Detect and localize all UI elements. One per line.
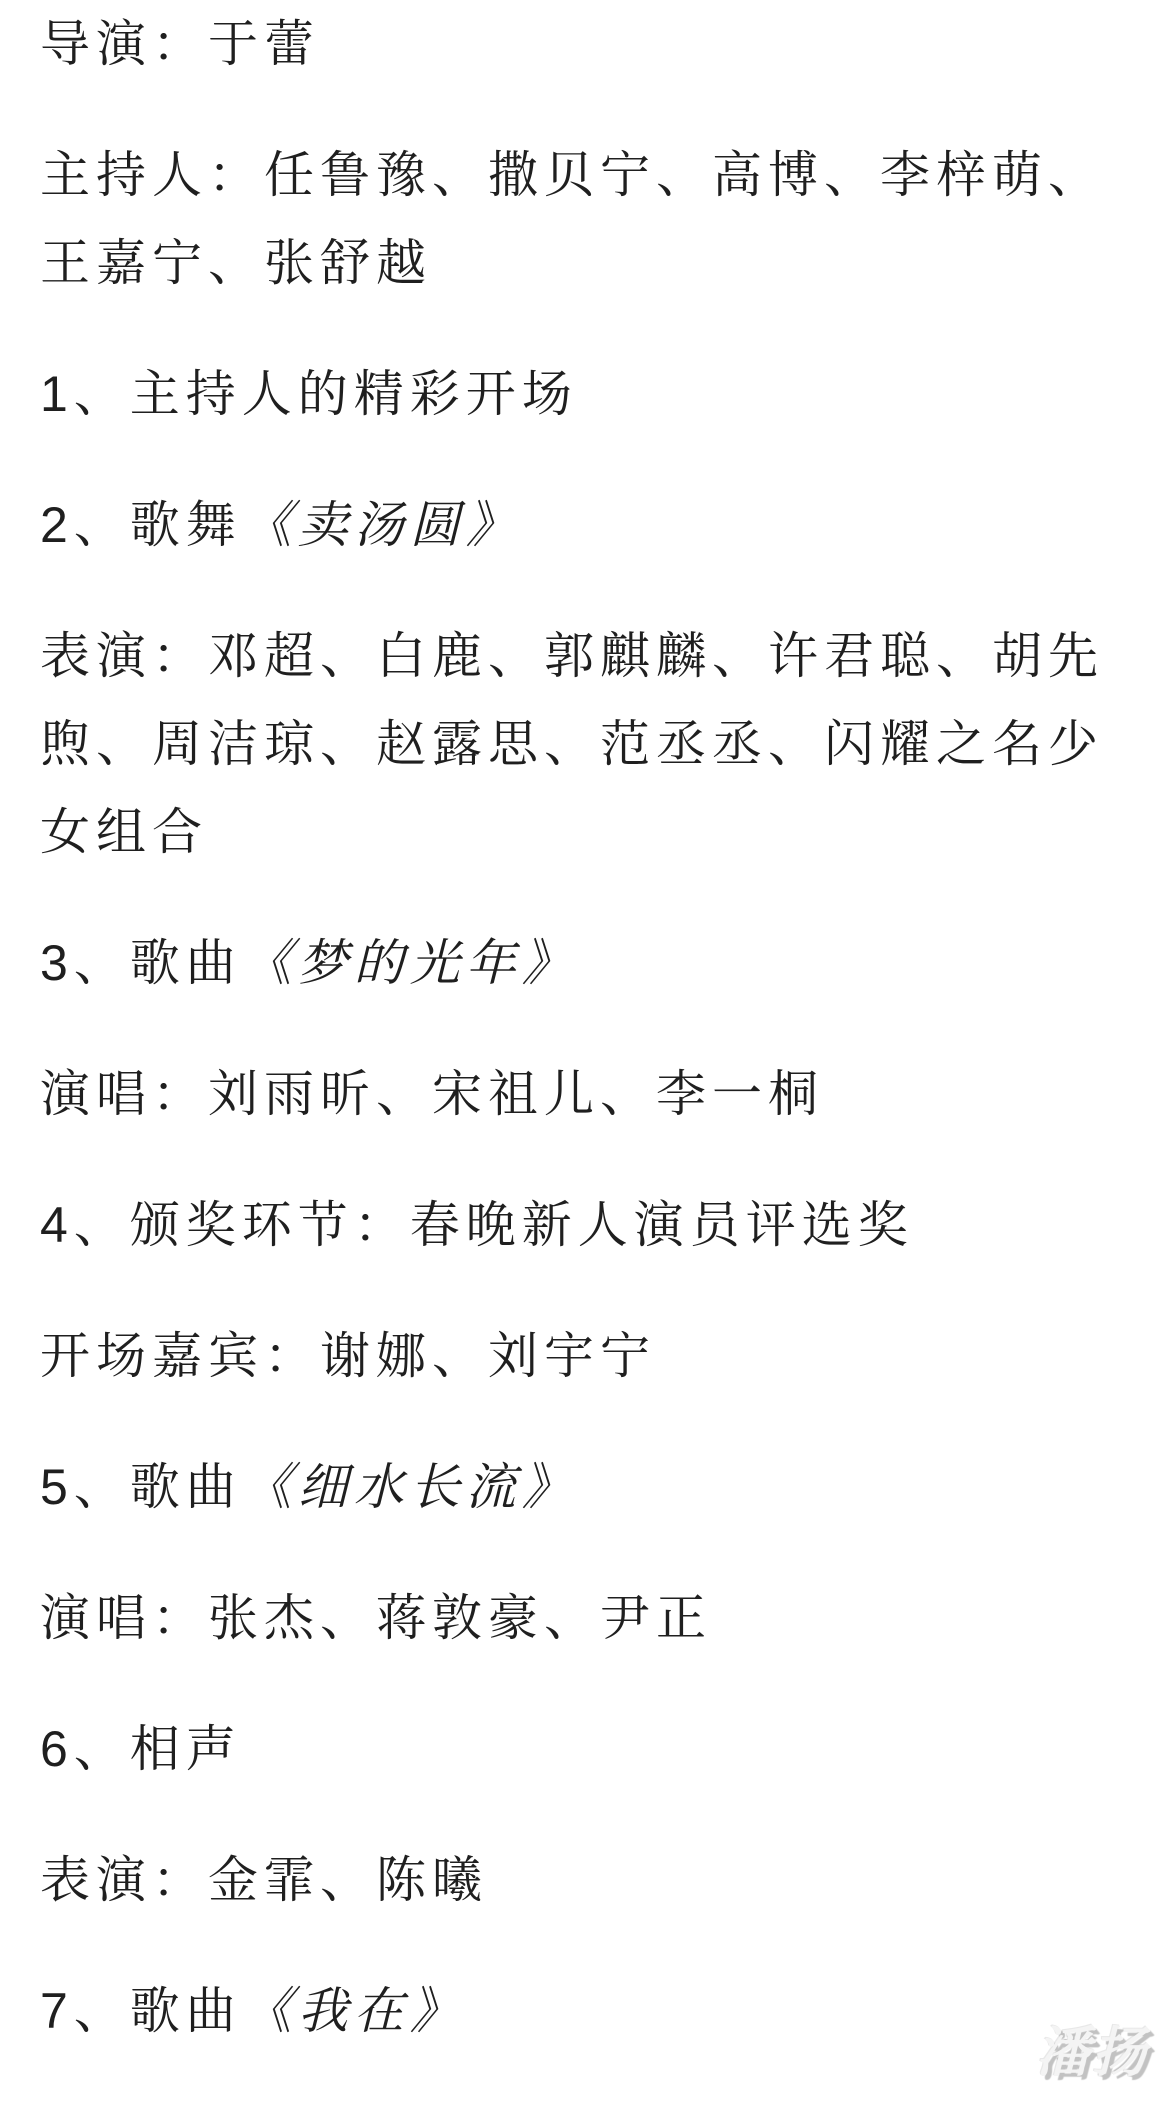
paragraph-singers-item-5 [40,1574,1130,1662]
text-line [40,131,1130,219]
title-segment: 《卖汤圆》 [241,497,522,553]
paragraph-singers-item-3 [40,1050,1130,1138]
text-segment: 演唱：刘雨昕、宋祖儿、李一桐 [40,1066,824,1122]
text-segment: 3、歌曲 [40,935,242,991]
paragraph-opening-guests-item-4 [40,1312,1130,1400]
text-segment: 表演：邓超、白鹿、郭麒麟、许君聪、胡先 [40,628,1104,684]
paragraph-program-item-5 [40,1443,1130,1531]
text-segment: 王嘉宁、张舒越 [40,235,432,291]
text-line [40,700,1130,788]
text-line [40,919,1130,1007]
text-segment: 7、歌曲 [40,1983,242,2039]
text-line [40,1967,1130,2055]
text-line [40,219,1130,307]
text-segment: 演唱：张杰、蒋敦豪、尹正 [40,1590,712,1646]
text-line [40,1705,1130,1793]
watermark-text: 潘扬 [1036,2023,1148,2083]
title-segment: 《细水长流》 [241,1459,578,1515]
text-segment: 主持人：任鲁豫、撒贝宁、高博、李梓萌、 [40,147,1104,203]
text-segment: 6、相声 [40,1721,242,1777]
text-line [40,1836,1130,1924]
paragraph-program-item-6 [40,1705,1130,1793]
text-line [40,1181,1130,1269]
text-segment: 1、主持人的精彩开场 [40,366,578,422]
paragraph-credit-hosts [40,131,1130,307]
text-segment: 5、歌曲 [40,1459,242,1515]
paragraph-program-item-1 [40,350,1130,438]
text-line [40,0,1130,88]
text-segment: 导演：于蕾 [40,16,320,72]
text-line [40,1050,1130,1138]
text-segment: 2、歌舞 [40,497,242,553]
text-line [40,788,1130,876]
text-line [40,1312,1130,1400]
text-segment: 表演：金霏、陈曦 [40,1852,488,1908]
text-line [40,350,1130,438]
paragraph-program-item-4 [40,1181,1130,1269]
text-line [40,1443,1130,1531]
text-line [40,612,1130,700]
text-segment: 女组合 [40,804,208,860]
paragraph-program-item-2 [40,481,1130,569]
text-line [40,481,1130,569]
text-line [40,1574,1130,1662]
text-segment: 4、颁奖环节：春晚新人演员评选奖 [40,1197,914,1253]
paragraph-performers-item-2 [40,612,1130,876]
title-segment: 《梦的光年》 [241,935,578,991]
text-segment: 煦、周洁琼、赵露思、范丞丞、闪耀之名少 [40,716,1104,772]
paragraph-credit-director [40,0,1130,88]
paragraph-program-item-3 [40,919,1130,1007]
paragraph-performers-item-6 [40,1836,1130,1924]
title-segment: 《我在》 [241,1983,466,2039]
text-segment: 开场嘉宾：谢娜、刘宇宁 [40,1328,656,1384]
paragraph-program-item-7 [40,1967,1130,2055]
